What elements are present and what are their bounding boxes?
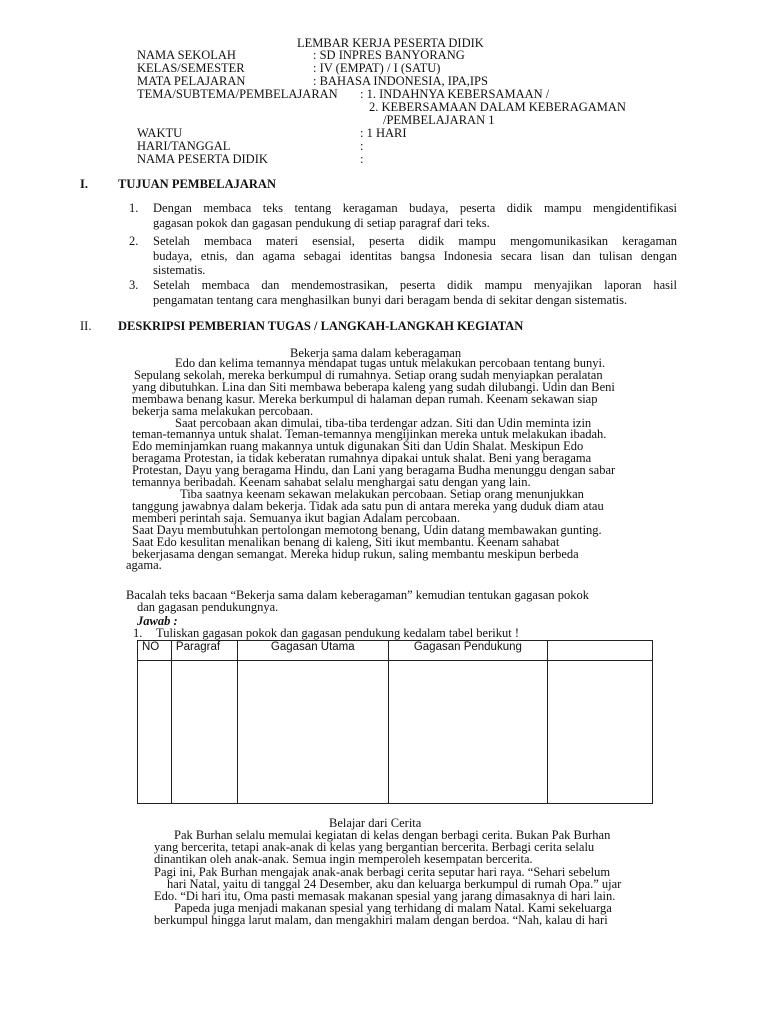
table-header-main-idea: Gagasan Utama (237, 641, 388, 661)
field-value-lesson: /PEMBELAJARAN 1 (383, 113, 495, 127)
table-cell-extra[interactable] (547, 661, 652, 804)
task-instruction: Tuliskan gagasan pokok dan gagasan pendukung kedalam tabel berikut ! (156, 626, 519, 640)
table-header-no: NO (138, 641, 172, 661)
table-cell-supporting-idea[interactable] (388, 661, 547, 804)
objective-item: Dengan membaca teks tentang keragaman budaya, peserta didik mampu mengidentifikasi gagasan pokok dan gagasan pendukung di setiap paragraf dari teks. (153, 201, 677, 230)
table-cell-paragraph[interactable] (171, 661, 237, 804)
story2-text: Pak Burhan selalu memulai kegiatan di kelas dengan berbagi cerita. Bukan Pak Burhan yang bercerita, tetapi anak-anak di kelas yang bergantian bercerita. Berbagi cerita selalu dinantikan oleh anak-anak. Semua ingin memperoleh kesempatan bercerita. Pagi ini, Pak Burhan mengajak anak-anak berbagi cerita seputar hari raya. “Sehari sebelum hari Natal, yaitu di tanggal 24 Desember, aku dan keluarga berkumpul di rumah Opa.” ujar Edo. “Di hari itu, Oma pasti memasak makanan spesial yang jarang dimasaknya di hari lain. Papeda juga menjadi makanan spesial yang terhidang di malam Natal. Kami sekeluarga berkumpul hingga larut malam, dan mengakhiri malam dengan berdoa. “Nah, kalau di hari (154, 828, 622, 928)
story2-title: Belajar dari Cerita (329, 816, 422, 830)
field-value-class: : IV (EMPAT) / I (SATU) (313, 61, 441, 75)
objective-number: 2. (129, 234, 139, 248)
field-value-school: : SD INPRES BANYORANG (313, 48, 465, 62)
section-1-number: I. (80, 177, 88, 191)
table-cell-no[interactable] (138, 661, 172, 804)
instruction-text: Bacalah teks bacaan “Bekerja sama dalam keberagaman” kemudian tentukan gagasan pokok dan gagasan pendukungnya. (126, 588, 589, 614)
answer-label: Jawab : (137, 614, 178, 628)
section-1-heading: TUJUAN PEMBELAJARAN (118, 177, 276, 191)
table-header-supporting-idea: Gagasan Pendukung (388, 641, 547, 661)
field-label-student-name: NAMA PESERTA DIDIK (137, 152, 268, 166)
field-label-time: WAKTU (137, 126, 183, 140)
objective-number: 1. (129, 201, 139, 215)
field-value-date: : (360, 139, 364, 153)
field-value-subtheme: 2. KEBERSAMAAN DALAM KEBERAGAMAN (369, 100, 626, 114)
field-label-theme: TEMA/SUBTEMA/PEMBELAJARAN (137, 87, 338, 101)
field-label-class: KELAS/SEMESTER (137, 61, 245, 75)
section-2-heading: DESKRIPSI PEMBERIAN TUGAS / LANGKAH-LANGKAH KEGIATAN (118, 319, 524, 333)
field-value-student-name: : (360, 152, 364, 166)
table-header-paragraph: Paragraf (171, 641, 237, 661)
table-header-row (138, 641, 653, 661)
field-label-subject: MATA PELAJARAN (137, 74, 246, 88)
table-cell-main-idea[interactable] (237, 661, 388, 804)
field-value-time: : 1 HARI (360, 126, 407, 140)
story-title: Bekerja sama dalam keberagaman (290, 346, 462, 360)
section-2-number: II. (80, 319, 92, 333)
task-number: 1. (133, 626, 143, 640)
story-text: Edo dan kelima temannya mendapat tugas untuk melakukan percobaan tentang bunyi. Sepulang sekolah, mereka berkumpul di rumahnya. Setiap orang sudah menyiapkan peralatan yang dibutuhkan. Lina dan Siti membawa beberapa kaleng yang sudah dilubangi. Udin dan Beni membawa benang kasur. Mereka berkumpul di halaman depan rumah. Keenam sekawan siap bekerja sama melakukan percobaan. Saat percobaan akan dimulai, tiba-tiba terdengar adzan. Siti dan Udin meminta izin teman-temannya untuk shalat. Teman-temannya mengijinkan mereka untuk melakukan ibadah. Edo meminjamkan ruang makannya untuk digunakan Siti dan Udin Shalat. Meskipun Edo beragama Protestan, ia tidak keberatan rumahnya dipakai untuk shalat. Beni yang beragama Protestan, Dayu yang beragama Hindu, dan Lani yang beragama Budha menunggu dengan sabar temannya beribadah. Keenam sahabat selalu menghargai satu dengan yang lain. Tiba saatnya keenam sekawan melakukan percobaan. Setiap orang menunjukkan tanggung jawabnya dalam bekerja. Tidak ada satu pun di antara mereka yang duduk diam atau memberi perintah saja. Semuanya ikut bagian Adalam percobaan. Saat Dayu membutuhkan pertolongan memotong benang, Udin datang membawakan gunting. Saat Edo kesulitan menalikan benang di kaleng, Siti ikut membantu. Keenam sahabat bekerjasama dengan semangat. Mereka hidup rukun, saling membantu meskipun berbeda agama. (126, 356, 616, 573)
field-label-school: NAMA SEKOLAH (137, 48, 236, 62)
field-value-theme: : 1. INDAHNYA KEBERSAMAAN / (360, 87, 550, 101)
worksheet-title: LEMBAR KERJA PESERTA DIDIK (297, 36, 484, 50)
objective-item: Setelah membaca dan mendemostrasikan, peserta didik mampu menyajikan laporan hasil pengamatan tentang cara menghasilkan bunyi dari beragam benda di sekitar dengan sistematis. (153, 278, 677, 307)
objective-number: 3. (129, 278, 139, 292)
field-value-subject: : BAHASA INDONESIA, IPA,IPS (313, 74, 488, 88)
field-label-date: HARI/TANGGAL (137, 139, 231, 153)
answer-table (137, 640, 653, 804)
objective-item: Setelah membaca materi esensial, peserta didik mampu mengomunikasikan keragaman budaya, etnis, dan agama sebagai identitas bangsa Indonesia secara lisan dan tulisan dengan sistematis. (153, 234, 677, 277)
table-row (138, 661, 653, 804)
table-header-extra (547, 641, 652, 661)
